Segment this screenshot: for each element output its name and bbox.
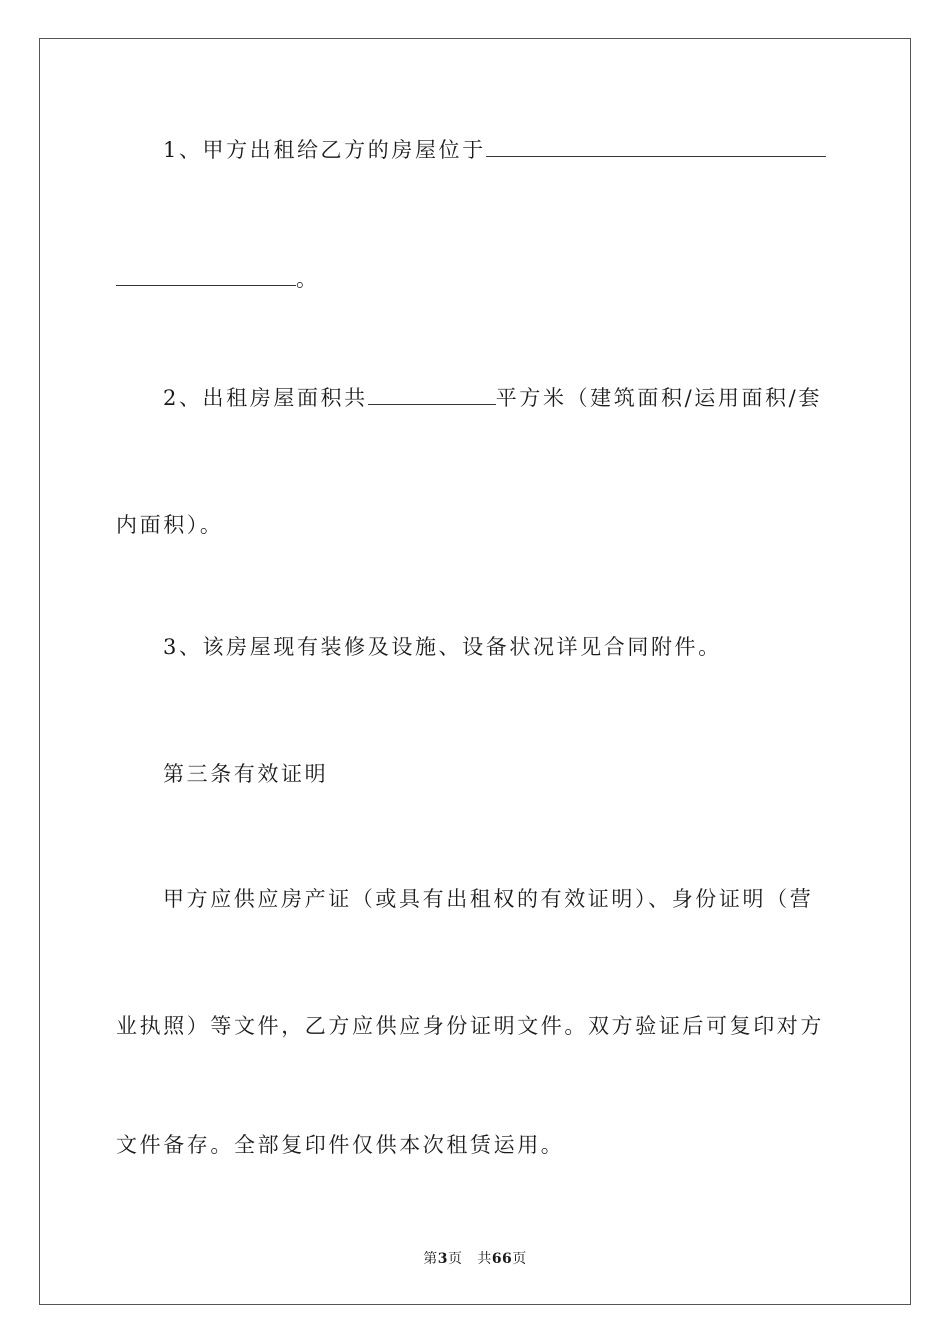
clause-2-continuation: 内面积）。 [116, 513, 224, 537]
location-blank-line-2 [116, 265, 296, 286]
page-border [39, 38, 911, 1305]
location-blank-line [486, 136, 826, 157]
clause-1-continuation [116, 265, 320, 293]
page-suffix: 页 [447, 1251, 463, 1267]
article-3-paragraph-line-2: 业执照）等文件，乙方应供应身份证明文件。双方验证后可复印对方 [116, 1014, 824, 1038]
total-prefix: 共 [477, 1251, 492, 1267]
page-footer [0, 1248, 950, 1268]
page-total: 66 [491, 1251, 513, 1267]
page-current: 3 [437, 1251, 448, 1267]
clause-1-location [163, 136, 826, 164]
area-blank-line [368, 384, 496, 405]
clause-2-unit-text: 平方米（建筑面积/运用面积/套 [495, 386, 822, 410]
total-suffix: 页 [512, 1251, 527, 1267]
clause-1-text: 1、甲方出租给乙方的房屋位于 [163, 138, 486, 162]
article-3-paragraph-line-3: 文件备存。全部复印件仅供本次租赁运用。 [116, 1133, 565, 1157]
clause-2-text: 2、出租房屋面积共 [163, 386, 368, 410]
article-3-heading: 第三条有效证明 [163, 762, 329, 786]
page-prefix: 第 [423, 1251, 438, 1267]
clause-3-facilities: 3、该房屋现有装修及设施、设备状况详见合同附件。 [163, 635, 722, 659]
clause-1-end-punct: 。 [296, 267, 320, 291]
clause-2-area [163, 384, 822, 412]
article-3-paragraph-line-1: 甲方应供应房产证（或具有出租权的有效证明）、身份证明（营 [163, 887, 814, 911]
